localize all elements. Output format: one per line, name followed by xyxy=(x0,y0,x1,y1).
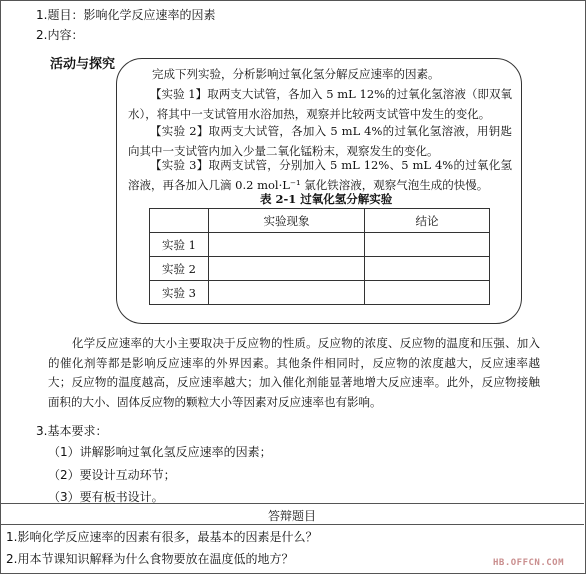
experiment-1-text: 【实验 1】取两支大试管，各加入 5 mL 12%的过氧化氢溶液（即双氧水），将其中一支试管用水浴加热，观察并比较两支试管中发生的变化。 xyxy=(128,87,512,121)
phenomenon-cell xyxy=(209,257,365,281)
table-header-conclusion: 结论 xyxy=(365,209,490,233)
row-label: 实验 2 xyxy=(150,257,209,281)
requirement-item: （3）要有板书设计。 xyxy=(48,490,164,504)
table-header-cell xyxy=(150,209,209,233)
question-item: 2.用本节课知识解释为什么食物要放在温度低的地方？ xyxy=(6,552,294,566)
conclusion-cell xyxy=(365,257,490,281)
requirements-title: 3.基本要求： xyxy=(36,424,108,438)
experiment-2-text: 【实验 2】取两支大试管，各加入 5 mL 4%的过氧化氢溶液，用钥匙向其中一支试管内加入少量二氧化锰粉末，观察发生的变化。 xyxy=(128,124,512,158)
activity-intro: 完成下列实验，分析影响过氧化氢分解反应速率的因素。 xyxy=(152,67,440,81)
table-header-phenomenon: 实验现象 xyxy=(209,209,365,233)
conclusion-cell xyxy=(365,281,490,305)
experiment-3-text: 【实验 3】取两支试管，分别加入 5 mL 12%、5 mL 4%的过氧化氢溶液，再各加入几滴 0.2 mol·L⁻¹ 氯化铁溶液，观察气泡生成的快慢。 xyxy=(128,158,512,192)
experiment-table xyxy=(149,208,490,305)
phenomenon-cell xyxy=(209,233,365,257)
content-label: 2.内容： xyxy=(36,28,84,42)
table-header-row xyxy=(150,209,490,233)
row-label: 实验 3 xyxy=(150,281,209,305)
requirement-item: （2）要设计互动环节； xyxy=(48,468,176,482)
activity-title: 活动与探究 xyxy=(50,57,116,72)
phenomenon-cell xyxy=(209,281,365,305)
table-row xyxy=(150,257,490,281)
watermark: HB.OFFCN.COM xyxy=(493,558,565,568)
answer-heading: 答辩题目 xyxy=(267,509,316,523)
body-paragraph: 化学反应速率的大小主要取决于反应物的性质。反应物的浓度、反应物的温度和压强、加入的催化剂等都是影响反应速率的外界因素。其他条件相同时，反应物的浓度越大，反应速率越大；反应物的温度越高，反应速率越大；加入催化剂能显著地增大反应速率。此外，反应物接触面积的大小、固体反应物的颗粒大小等因素对反应速率也有影响。 xyxy=(48,336,540,409)
topic-title: 1.题目：影响化学反应速率的因素 xyxy=(36,8,216,22)
conclusion-cell xyxy=(365,233,490,257)
requirement-item: （1）讲解影响过氧化氢反应速率的因素； xyxy=(48,445,272,459)
row-label: 实验 1 xyxy=(150,233,209,257)
table-title: 表 2-1 过氧化氢分解实验 xyxy=(260,192,393,206)
table-row xyxy=(150,281,490,305)
question-item: 1.影响化学反应速率的因素有很多，最基本的因素是什么？ xyxy=(6,530,318,544)
answer-heading-row xyxy=(0,503,584,525)
table-row xyxy=(150,233,490,257)
